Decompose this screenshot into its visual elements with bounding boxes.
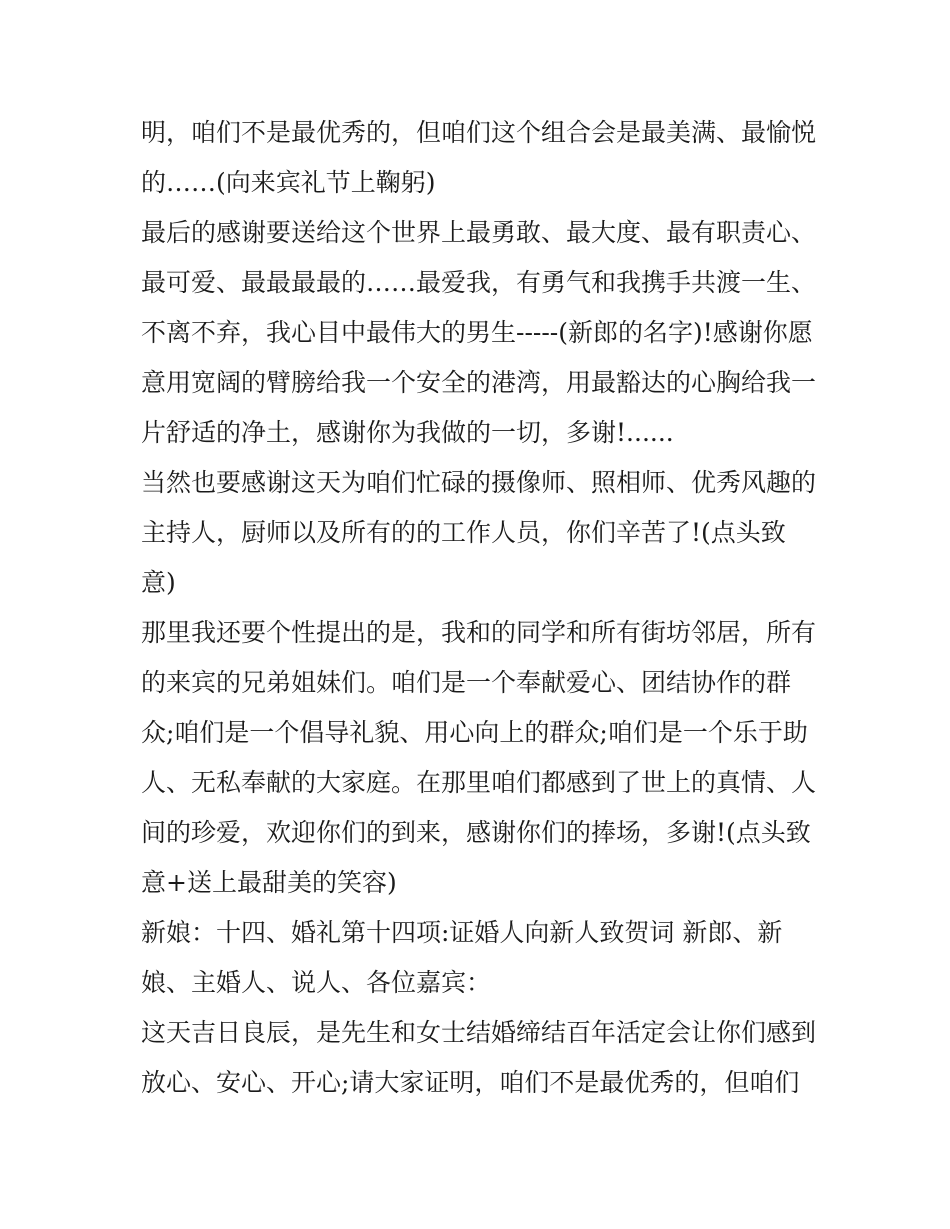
text-line: 主持人，厨师以及所有的的工作人员，你们辛苦了!(点头致 [141,518,786,547]
text-line: 这天吉日良辰，是先生和女士结婚缔结百年活定会让你们感到 [141,1018,817,1047]
text-line: 新娘：十四、婚礼第十四项:证婚人向新人致贺词 新郎、新 [141,918,783,947]
text-line: 意+送上最甜美的笑容) [141,868,397,897]
text-line: 众;咱们是一个倡导礼貌、用心向上的群众;咱们是一个乐于助 [141,718,808,747]
text-line: 的来宾的兄弟姐妹们。咱们是一个奉献爱心、团结协作的群 [141,668,792,697]
text-line: 人、无私奉献的大家庭。在那里咱们都感到了世上的真情、人 [141,768,817,797]
text-line: 放心、安心、开心;请大家证明，咱们不是最优秀的，但咱们 [141,1068,800,1097]
text-line: 当然也要感谢这天为咱们忙碌的摄像师、照相师、优秀风趣的 [141,468,817,497]
text-line: 意) [141,568,176,597]
text-line: 片舒适的净土，感谢你为我做的一切，多谢!...... [141,418,674,447]
text-line: 娘、主婚人、说人、各位嘉宾： [141,968,492,997]
text-line: 最后的感谢要送给这个世界上最勇敢、最大度、最有职责心、 [141,218,817,247]
text-line: 的……(向来宾礼节上鞠躬) [141,168,436,197]
text-line: 意用宽阔的臂膀给我一个安全的港湾，用最豁达的心胸给我一 [141,368,817,397]
text-line: 那里我还要个性提出的是，我和的同学和所有街坊邻居，所有 [141,618,817,647]
text-line: 不离不弃，我心目中最伟大的男生-----(新郎的名字)!感谢你愿 [141,318,813,347]
document-body [141,108,821,1108]
text-line: 明，咱们不是最优秀的，但咱们这个组合会是最美满、最愉悦 [141,118,817,147]
text-line: 间的珍爱，欢迎你们的到来，感谢你们的捧场，多谢!(点头致 [141,818,811,847]
text-line: 最可爱、最最最最的……最爱我，有勇气和我携手共渡一生、 [141,268,817,297]
